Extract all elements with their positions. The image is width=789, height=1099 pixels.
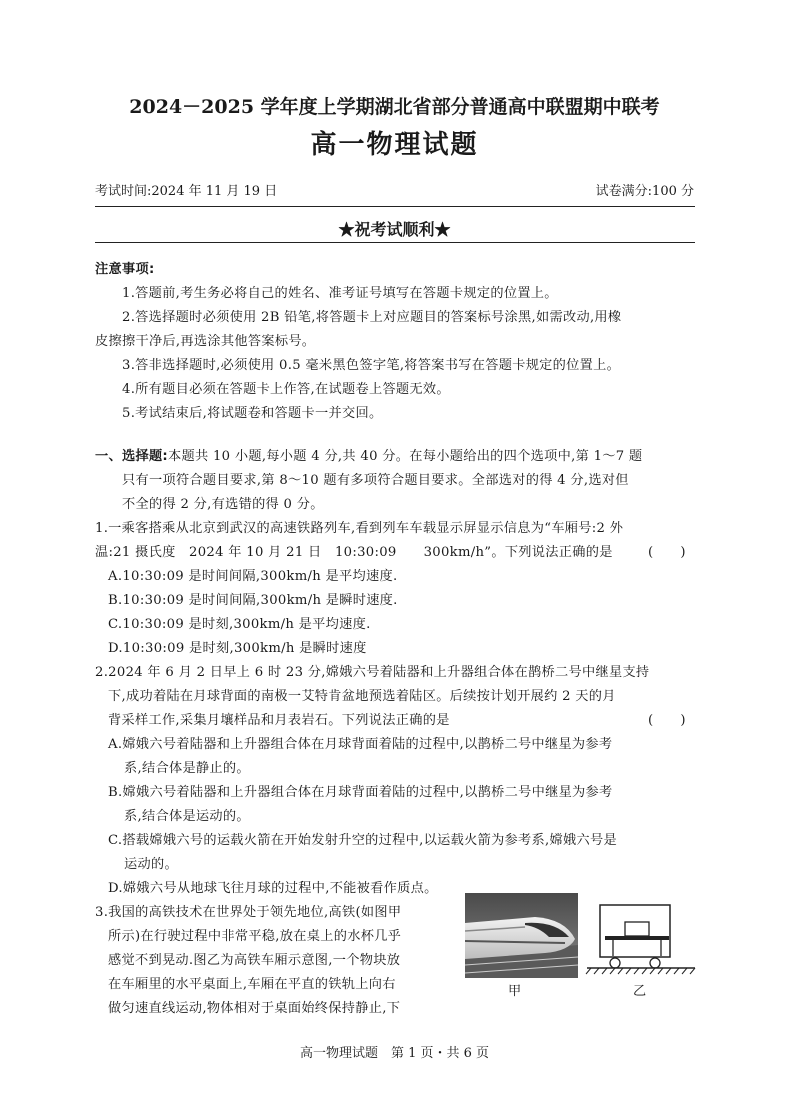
q1-answer-paren: ( ) xyxy=(648,545,686,560)
q2-stem: 背采样工作,采集月壤样品和月表岩石。下列说法正确的是 xyxy=(108,713,450,728)
q1-stem: 1.一乘客搭乘从北京到武汉的高速铁路列车,看到列车车载显示屏显示信息为“车厢号:2 外 xyxy=(95,521,624,536)
note-item: 5.考试结束后,将试题卷和答题卡一并交回。 xyxy=(122,406,383,421)
q2-option-c-cont: 运动的。 xyxy=(124,857,178,872)
exam-title: 2024－2025 学年度上学期湖北省部分普通高中联盟期中联考 xyxy=(129,96,660,118)
subject-title: 高一物理试题 xyxy=(310,130,479,160)
q1-option-b: B.10:30:09 是时间间隔,300km/h 是瞬时速度. xyxy=(108,593,398,608)
q1-option-d: D.10:30:09 是时刻,300km/h 是瞬时速度 xyxy=(108,641,367,656)
note-item: 2.答选择题时必须使用 2B 铅笔,将答题卡上对应题目的答案标号涂黑,如需改动,用橡 xyxy=(122,310,622,325)
note-item: 皮擦擦干净后,再选涂其他答案标号。 xyxy=(95,334,316,349)
q3-stem: 所示)在行驶过程中非常平稳,放在桌上的水杯几乎 xyxy=(108,929,402,944)
q1-stem: 温:21 摄氏度 2024 年 10 月 21 日 10:30:09 300km/h”。下列说法正确的是 xyxy=(95,545,613,560)
q1-option-c: C.10:30:09 是时刻,300km/h 是平均速度. xyxy=(108,617,371,632)
q2-stem: 下,成功着陆在月球背面的南极一艾特肯盆地预选着陆区。后续按计划开展约 2 天的月 xyxy=(108,689,616,704)
note-item: 3.答非选择题时,必须使用 0.5 毫米黑色签字笔,将答案书写在答题卡规定的位置上。 xyxy=(122,358,621,373)
section-heading: 一、选择题: xyxy=(95,449,169,464)
figure-train-photo xyxy=(465,893,578,978)
q2-option-a-cont: 系,结合体是静止的。 xyxy=(124,761,250,776)
section-intro-text: 不全的得 2 分,有选错的得 0 分。 xyxy=(122,497,324,512)
full-score: 试卷满分:100 分 xyxy=(595,184,694,199)
figure-a-label: 甲 xyxy=(508,984,522,999)
q2-option-d: D.嫦娥六号从地球飞往月球的过程中,不能被看作质点。 xyxy=(108,881,438,896)
note-item: 1.答题前,考生务必将自己的姓名、准考证号填写在答题卡规定的位置上。 xyxy=(122,286,558,301)
notes-heading: 注意事项: xyxy=(95,262,155,277)
q3-stem: 做匀速直线运动,物体相对于桌面始终保持静止,下 xyxy=(108,1001,401,1016)
exam-time: 考试时间:2024 年 11 月 19 日 xyxy=(95,184,278,199)
q2-option-b: B.嫦娥六号着陆器和上升器组合体在月球背面着陆的过程中,以鹊桥二号中继星为参考 xyxy=(108,785,613,800)
figure-carriage-diagram xyxy=(585,900,697,980)
slogan: ★祝考试顺利★ xyxy=(338,220,451,239)
q3-stem: 在车厢里的水平桌面上,车厢在平直的铁轨上向右 xyxy=(108,977,396,992)
q2-stem: 2.2024 年 6 月 2 日早上 6 时 23 分,嫦娥六号着陆器和上升器组合体在鹊桥二号中继星支持 xyxy=(95,665,650,680)
header-bottom-rule xyxy=(95,242,695,243)
q2-answer-paren: ( ) xyxy=(648,713,686,728)
section-intro-text: 本题共 10 小题,每小题 4 分,共 40 分。在每小题给出的四个选项中,第 1～7 题 xyxy=(168,449,643,464)
section-intro-text: 只有一项符合题目要求,第 8～10 题有多项符合题目要求。全部选对的得 4 分,选对但 xyxy=(122,473,629,488)
section-intro-line xyxy=(95,445,642,464)
page-footer: 高一物理试题 第 1 页・共 6 页 xyxy=(299,1046,490,1061)
q2-option-b-cont: 系,结合体是运动的。 xyxy=(124,809,250,824)
note-item: 4.所有题目必须在答题卡上作答,在试题卷上答题无效。 xyxy=(122,382,450,397)
figure-b-label: 乙 xyxy=(633,984,647,999)
q3-stem: 3.我国的高铁技术在世界处于领先地位,高铁(如图甲 xyxy=(95,905,402,920)
q2-option-a: A.嫦娥六号着陆器和上升器组合体在月球背面着陆的过程中,以鹊桥二号中继星为参考 xyxy=(108,737,613,752)
q2-option-c: C.搭载嫦娥六号的运载火箭在开始发射升空的过程中,以运载火箭为参考系,嫦娥六号是 xyxy=(108,833,617,848)
header-top-rule xyxy=(95,206,695,207)
q1-option-a: A.10:30:09 是时间间隔,300km/h 是平均速度. xyxy=(108,569,398,584)
q3-stem: 感觉不到晃动.图乙为高铁车厢示意图,一个物块放 xyxy=(108,953,401,968)
